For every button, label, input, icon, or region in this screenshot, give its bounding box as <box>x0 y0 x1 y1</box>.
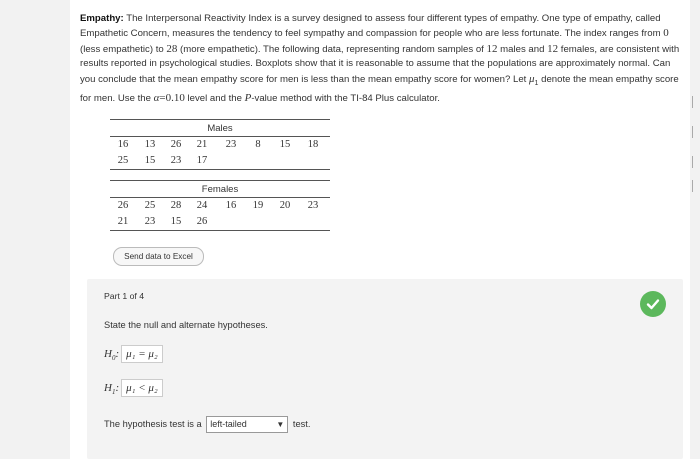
females-title: Females <box>201 184 239 195</box>
table-cell: 25 <box>144 200 156 211</box>
table-cell: 24 <box>196 200 208 211</box>
table-cell: 16 <box>117 139 129 150</box>
edge-marker <box>692 126 699 138</box>
table-cell: 26 <box>170 139 182 150</box>
problem-heading: Empathy: <box>80 13 124 24</box>
dropdown-arrow-icon: ▼ <box>276 420 285 429</box>
table-rule <box>110 230 330 231</box>
table-cell: 17 <box>196 155 208 166</box>
edge-marker <box>692 156 699 168</box>
test-type-line: The hypothesis test is a left-tailed ▼ test. <box>104 416 310 433</box>
table-cell: 13 <box>144 139 156 150</box>
table-cell: 23 <box>307 200 319 211</box>
table-rule <box>110 169 330 170</box>
table-cell: 26 <box>196 216 208 227</box>
instructions: State the null and alternate hypotheses. <box>104 320 268 330</box>
alternate-hypothesis-input[interactable]: μ₁ < μ₂ <box>121 379 163 397</box>
males-title: Males <box>207 123 233 134</box>
table-row <box>110 153 330 169</box>
table-row <box>110 198 330 214</box>
test-type-select[interactable]: left-tailed ▼ <box>206 416 288 433</box>
table-cell: 16 <box>225 200 237 211</box>
table-row <box>110 137 330 153</box>
table-cell: 23 <box>225 139 237 150</box>
part-panel <box>87 279 683 459</box>
table-cell: 21 <box>117 216 129 227</box>
table-row <box>110 214 330 230</box>
table-cell: 25 <box>117 155 129 166</box>
table-cell: 15 <box>144 155 156 166</box>
table-cell: 23 <box>170 155 182 166</box>
right-edge-panel <box>690 0 700 459</box>
check-icon <box>640 291 666 317</box>
males-table <box>110 119 330 170</box>
table-cell: 21 <box>196 139 208 150</box>
table-cell: 15 <box>170 216 182 227</box>
send-to-excel-button[interactable]: Send data to Excel <box>113 247 204 266</box>
part-label: Part 1 of 4 <box>104 291 145 301</box>
problem-page <box>70 0 690 459</box>
null-hypothesis-input[interactable]: μ₁ = μ₂ <box>121 345 163 363</box>
table-cell: 23 <box>144 216 156 227</box>
alternate-hypothesis: $H_1$: μ₁ < μ₂ <box>104 379 163 397</box>
edge-marker <box>692 96 699 108</box>
problem-statement: Empathy: The Interpersonal Reactivity Index is a survey designed to assess four different types of empathy. One type of empathy, called Empathetic Concern, measures the tendency to feel sympathy and compassion for people who are less fortunate. The index ranges from 0 (less empathetic) to 28 (more empathetic). The following data, representing random samples of 12 males and 12 females, are consistent with results reported in psychological studies. Boxplots show that it is reasonable to assume that the populations are approximately normal. Can you conclude that the mean empathy score for men is less than the mean empathy score for women? Let $\mu_1$ denote the mean empathy score for men. Use the α=0.10 level and the P-value method with the TI-84 Plus calculator. <box>80 13 680 104</box>
table-cell: 15 <box>279 139 291 150</box>
table-cell: 26 <box>117 200 129 211</box>
table-cell: 8 <box>255 139 261 150</box>
null-hypothesis: $H_0$: μ₁ = μ₂ <box>104 345 163 363</box>
table-cell: 18 <box>307 139 319 150</box>
females-table <box>110 180 330 231</box>
table-cell: 28 <box>170 200 182 211</box>
edge-marker <box>692 180 699 192</box>
table-cell: 19 <box>252 200 264 211</box>
table-cell: 20 <box>279 200 291 211</box>
